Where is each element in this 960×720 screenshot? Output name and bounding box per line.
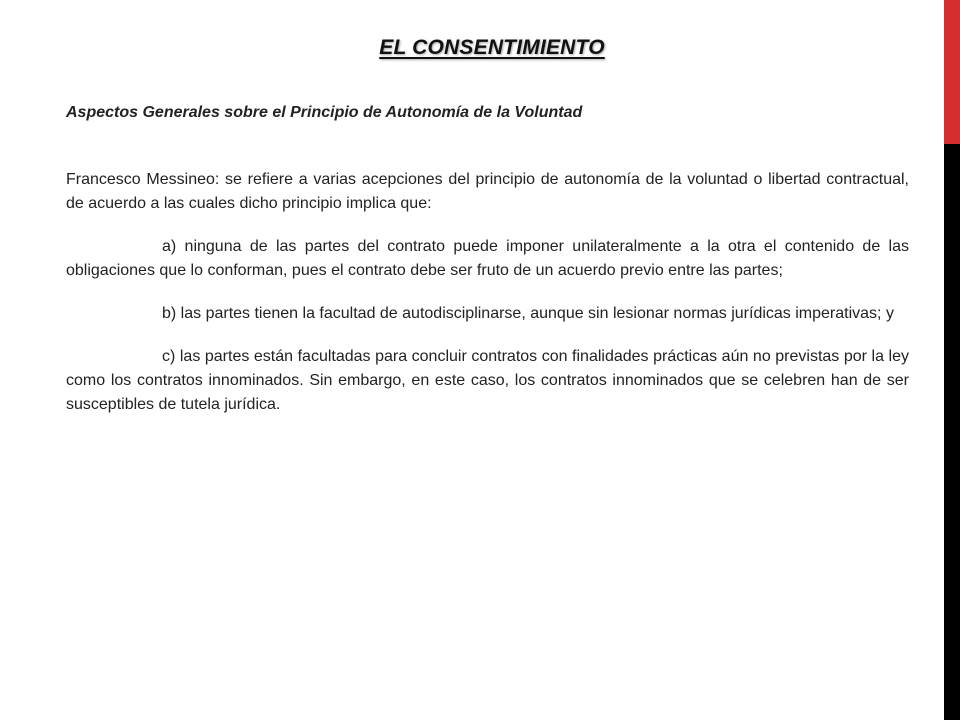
paragraph-item-b: b) las partes tienen la facultad de autodisciplinarse, aunque sin lesionar normas jurídicas imperativas; y [162, 305, 894, 322]
slide-title: EL CONSENTIMIENTO [379, 36, 605, 59]
paragraph-intro: Francesco Messineo: se refiere a varias acepciones del principio de autonomía de la voluntad o libertad contractual, de acuerdo a las cuales dicho principio implica que: [66, 171, 909, 212]
paragraph-item-c: c) las partes están facultadas para concluir contratos con finalidades prácticas aún no previstas por la ley como los contratos innominados. Sin embargo, en este caso, los contratos innominados que se celebren han de ser susceptibles de tutela jurídica. [66, 348, 909, 413]
accent-bar-black [944, 144, 960, 720]
slide-subtitle: Aspectos Generales sobre el Principio de Autonomía de la Voluntad [66, 104, 583, 121]
slide-body [66, 168, 909, 436]
accent-bar-red [944, 0, 960, 144]
paragraph-item-a: a) ninguna de las partes del contrato puede imponer unilateralmente a la otra el contenido de las obligaciones que lo conforman, pues el contrato debe ser fruto de un acuerdo previo entre las partes; [66, 238, 909, 279]
